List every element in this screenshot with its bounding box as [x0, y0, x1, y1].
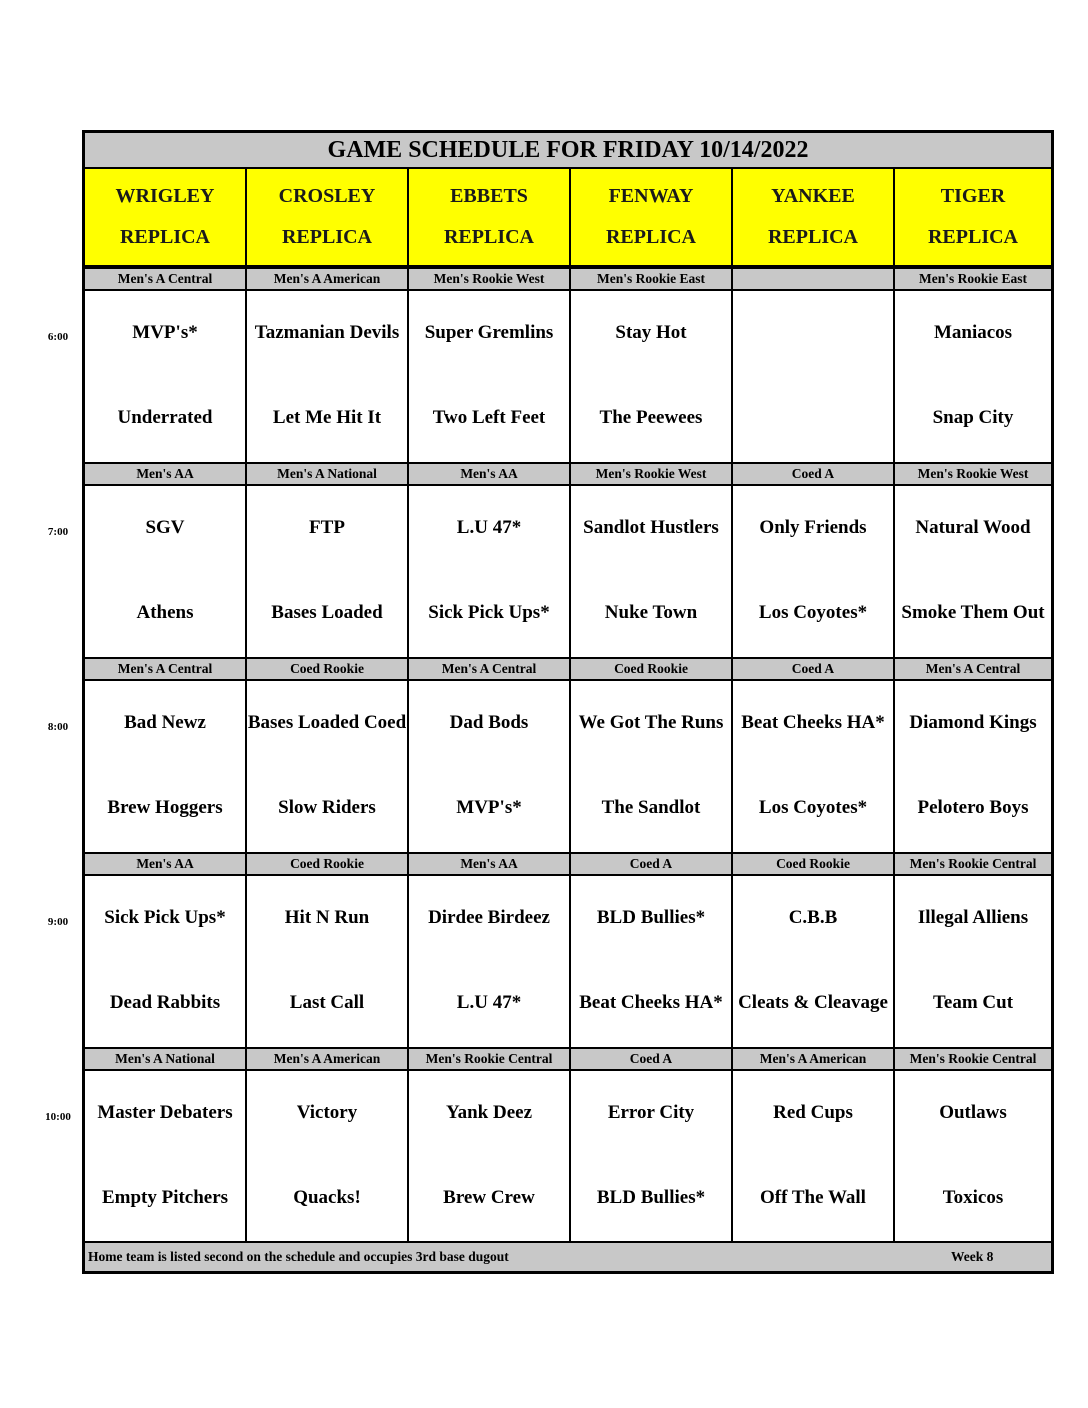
schedule-table [82, 130, 1054, 1274]
time-label: 6:00 [47, 331, 69, 343]
team-name: Pelotero Boys [917, 797, 1029, 818]
division-label: Men's AA [409, 852, 571, 876]
away-team [571, 305, 731, 361]
team-name: BLD Bullies* [596, 907, 706, 928]
division-label: Coed Rookie [571, 657, 733, 681]
home-team [85, 780, 245, 836]
schedule-title: GAME SCHEDULE FOR FRIDAY 10/14/2022 [85, 133, 1051, 169]
home-team [571, 390, 731, 446]
team-name: Los Coyotes* [758, 797, 868, 818]
field-header [571, 169, 733, 267]
division-label: Men's A Central [895, 657, 1051, 681]
team-name: Let Me Hit It [272, 407, 382, 428]
game-cell [733, 681, 895, 852]
away-team [409, 695, 569, 751]
away-team [895, 695, 1051, 751]
field-header [247, 169, 409, 267]
team-name: L.U 47* [456, 992, 522, 1013]
game-cell [409, 1071, 571, 1242]
game-cell [247, 1071, 409, 1242]
away-team [895, 305, 1051, 361]
away-team [247, 500, 407, 556]
home-team [571, 1170, 731, 1226]
game-cell [571, 486, 733, 657]
team-name: Brew Hoggers [107, 797, 223, 818]
home-team [409, 1170, 569, 1226]
away-team [409, 305, 569, 361]
home-team [895, 1170, 1051, 1226]
home-team [895, 585, 1051, 641]
game-cell [409, 681, 571, 852]
division-label: Coed Rookie [247, 657, 409, 681]
game-cell [85, 876, 247, 1047]
time-label: 10:00 [45, 1111, 71, 1123]
team-name: MVP's* [132, 322, 198, 343]
away-team [85, 695, 245, 751]
game-cell [895, 1071, 1051, 1242]
team-name: Sandlot Hustlers [583, 517, 719, 538]
game-cell [85, 486, 247, 657]
game-cell [247, 681, 409, 852]
division-label: Men's A Central [409, 657, 571, 681]
team-name: Red Cups [773, 1102, 853, 1123]
team-name: Yank Deez [445, 1102, 533, 1123]
team-name: Last Call [289, 992, 365, 1013]
away-team [895, 890, 1051, 946]
field-sub: REPLICA [119, 226, 210, 248]
away-team [85, 305, 245, 361]
division-label: Men's Rookie Central [409, 1047, 571, 1071]
away-team [247, 890, 407, 946]
home-team [895, 390, 1051, 446]
team-name: SGV [145, 517, 185, 538]
schedule-footer [85, 1241, 1051, 1271]
game-row [85, 1071, 1051, 1242]
game-cell [247, 876, 409, 1047]
field-header [85, 169, 247, 267]
away-team [571, 500, 731, 556]
home-team [85, 1170, 245, 1226]
home-team [733, 1170, 893, 1226]
team-name: Outlaws [939, 1102, 1007, 1123]
away-team [733, 890, 893, 946]
division-label: Coed Rookie [247, 852, 409, 876]
division-label: Men's AA [85, 462, 247, 486]
game-cell [409, 486, 571, 657]
game-cell [409, 876, 571, 1047]
team-name: Cleats & Cleavage [738, 992, 888, 1013]
team-name: Hit N Run [284, 907, 370, 928]
game-cell [409, 291, 571, 462]
team-name: Toxicos [942, 1187, 1004, 1208]
team-name: Slow Riders [278, 797, 376, 818]
division-label [733, 267, 895, 291]
game-row [85, 876, 1051, 1047]
team-name: Only Friends [759, 517, 867, 538]
division-row [85, 657, 1051, 681]
team-name: Team Cut [932, 992, 1014, 1013]
game-cell [895, 681, 1051, 852]
team-name: Snap City [932, 407, 1014, 428]
away-team [571, 890, 731, 946]
game-cell [247, 486, 409, 657]
away-team [571, 1085, 731, 1141]
division-row [85, 462, 1051, 486]
team-name: Tazmanian Devils [254, 322, 400, 343]
away-team [85, 890, 245, 946]
team-name: Master Debaters [97, 1102, 233, 1123]
division-label: Men's A American [247, 267, 409, 291]
game-cell [571, 876, 733, 1047]
game-cell [733, 291, 895, 462]
field-name: FENWAY [608, 185, 694, 207]
home-team [733, 390, 893, 446]
away-team [85, 500, 245, 556]
team-name: Quacks! [293, 1187, 361, 1208]
team-name: Error City [607, 1102, 695, 1123]
team-name: L.U 47* [456, 517, 522, 538]
team-name: The Sandlot [601, 797, 701, 818]
team-name: Smoke Them Out [901, 602, 1045, 623]
field-name: WRIGLEY [115, 185, 215, 207]
away-team [409, 1085, 569, 1141]
team-name: BLD Bullies* [596, 1187, 706, 1208]
away-team [409, 500, 569, 556]
team-name: Two Left Feet [432, 407, 546, 428]
team-name: Super Gremlins [424, 322, 554, 343]
team-name: Off The Wall [760, 1187, 866, 1208]
game-cell [85, 291, 247, 462]
team-name: Bases Loaded [271, 602, 383, 623]
team-name: Beat Cheeks HA* [741, 712, 885, 733]
field-header [733, 169, 895, 267]
home-team [409, 585, 569, 641]
home-team [733, 585, 893, 641]
game-cell [85, 681, 247, 852]
division-label: Men's Rookie West [409, 267, 571, 291]
division-label: Men's Rookie Central [895, 1047, 1051, 1071]
field-header [409, 169, 571, 267]
field-header-row [85, 169, 1051, 267]
team-name: The Peewees [599, 407, 703, 428]
home-team [247, 1170, 407, 1226]
away-team [409, 890, 569, 946]
field-name: TIGER [940, 185, 1006, 207]
field-sub: REPLICA [605, 226, 696, 248]
home-team [247, 975, 407, 1031]
home-team [247, 780, 407, 836]
home-team [247, 585, 407, 641]
division-label: Men's Rookie East [895, 267, 1051, 291]
team-name: Beat Cheeks HA* [579, 992, 723, 1013]
game-cell [895, 486, 1051, 657]
home-team [409, 975, 569, 1031]
game-cell [733, 1071, 895, 1242]
field-sub: REPLICA [927, 226, 1018, 248]
team-name: Victory [296, 1102, 358, 1123]
division-label: Men's AA [85, 852, 247, 876]
week-label: Week 8 [951, 1249, 994, 1264]
away-team [733, 695, 893, 751]
team-name: Maniacos [933, 322, 1013, 343]
home-team [895, 780, 1051, 836]
game-row [85, 486, 1051, 657]
home-team [571, 975, 731, 1031]
game-cell [895, 876, 1051, 1047]
team-name: Dirdee Birdeez [428, 907, 550, 928]
field-sub: REPLICA [281, 226, 372, 248]
team-name: Diamond Kings [909, 712, 1037, 733]
division-label: Men's AA [409, 462, 571, 486]
game-cell [571, 681, 733, 852]
division-label: Men's A National [85, 1047, 247, 1071]
division-label: Men's A Central [85, 267, 247, 291]
away-team [733, 305, 893, 361]
home-team [571, 585, 731, 641]
team-name: Dad Bods [449, 712, 529, 733]
division-label: Men's Rookie Central [895, 852, 1051, 876]
division-label: Coed A [571, 852, 733, 876]
time-label: 9:00 [47, 916, 69, 928]
away-team [895, 500, 1051, 556]
away-team [571, 695, 731, 751]
team-name: Stay Hot [615, 322, 687, 343]
game-cell [85, 1071, 247, 1242]
away-team [733, 500, 893, 556]
home-team [85, 390, 245, 446]
team-name: Illegal Alliens [917, 907, 1029, 928]
field-name: YANKEE [771, 185, 855, 207]
game-cell [733, 486, 895, 657]
field-name: EBBETS [450, 185, 528, 207]
division-label: Coed A [733, 462, 895, 486]
home-team [247, 390, 407, 446]
team-name: Natural Wood [915, 517, 1031, 538]
away-team [895, 1085, 1051, 1141]
team-name: Empty Pitchers [101, 1187, 229, 1208]
division-label: Coed A [571, 1047, 733, 1071]
home-team [895, 975, 1051, 1031]
game-row [85, 291, 1051, 462]
game-cell [571, 1071, 733, 1242]
home-team [409, 390, 569, 446]
team-name: Underrated [117, 407, 213, 428]
team-name: Nuke Town [604, 602, 698, 623]
division-label: Men's Rookie West [571, 462, 733, 486]
team-name: Bases Loaded Coed [247, 712, 407, 733]
game-cell [247, 291, 409, 462]
field-header [895, 169, 1051, 267]
home-team [733, 780, 893, 836]
division-row [85, 1047, 1051, 1071]
division-label: Coed Rookie [733, 852, 895, 876]
team-name: MVP's* [456, 797, 522, 818]
team-name: Los Coyotes* [758, 602, 868, 623]
away-team [247, 1085, 407, 1141]
division-row [85, 267, 1051, 291]
game-cell [895, 291, 1051, 462]
game-cell [733, 876, 895, 1047]
team-name: Brew Crew [443, 1187, 535, 1208]
home-team [85, 585, 245, 641]
game-cell [571, 291, 733, 462]
team-name: Dead Rabbits [109, 992, 221, 1013]
division-row [85, 852, 1051, 876]
division-label: Coed A [733, 657, 895, 681]
team-name: Sick Pick Ups* [104, 907, 226, 928]
division-label: Men's Rookie East [571, 267, 733, 291]
division-label: Men's A American [247, 1047, 409, 1071]
division-label: Men's A American [733, 1047, 895, 1071]
time-label: 8:00 [47, 721, 69, 733]
team-name: We Got The Runs [578, 712, 724, 733]
away-team [85, 1085, 245, 1141]
division-label: Men's Rookie West [895, 462, 1051, 486]
field-sub: REPLICA [767, 226, 858, 248]
team-name: Sick Pick Ups* [428, 602, 550, 623]
away-team [247, 695, 407, 751]
division-label: Men's A Central [85, 657, 247, 681]
field-sub: REPLICA [443, 226, 534, 248]
home-team [409, 780, 569, 836]
field-name: CROSLEY [278, 185, 376, 207]
team-name: Athens [136, 602, 194, 623]
division-label: Men's A National [247, 462, 409, 486]
away-team [247, 305, 407, 361]
footer-note: Home team is listed second on the schedule and occupies 3rd base dugout [88, 1249, 509, 1264]
home-team [733, 975, 893, 1031]
team-name: Bad Newz [124, 712, 206, 733]
team-name: C.B.B [788, 907, 838, 928]
away-team [733, 1085, 893, 1141]
time-label: 7:00 [47, 526, 69, 538]
game-row [85, 681, 1051, 852]
home-team [85, 975, 245, 1031]
home-team [571, 780, 731, 836]
team-name: FTP [309, 517, 345, 538]
